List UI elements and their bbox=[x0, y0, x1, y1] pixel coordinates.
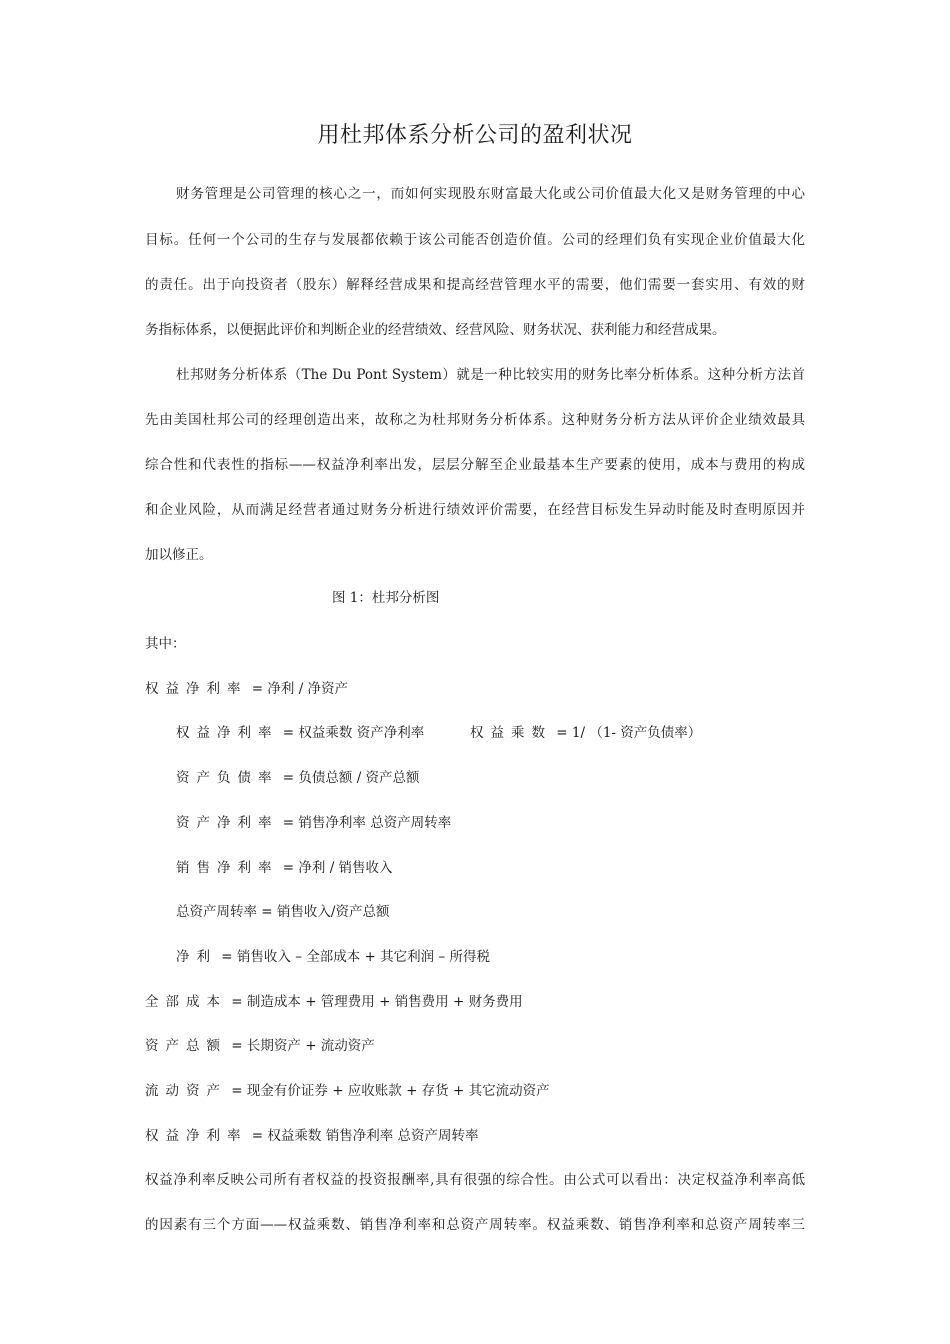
formula-total-assets bbox=[145, 1034, 375, 1054]
paragraph-1-line-3: 的责任。出于向投资者（股东）解释经营成果和提高经营管理水平的需要，他们需要一套实用、有效的财 bbox=[145, 277, 805, 293]
where-label: 其中： bbox=[145, 636, 186, 652]
formula-roa bbox=[176, 811, 451, 831]
formula-expression: = 权益乘数 销售净利率 总资产周转率 bbox=[251, 1128, 479, 1144]
formula-label: 销售净利率 bbox=[176, 860, 279, 876]
figure-caption: 图 1：杜邦分析图 bbox=[332, 590, 440, 606]
formula-label: 权益净利率 bbox=[145, 681, 248, 697]
formula-label: 全部成本 bbox=[145, 994, 227, 1010]
formula-net-margin bbox=[176, 856, 393, 876]
page-title: 用杜邦体系分析公司的盈利状况 bbox=[317, 123, 633, 148]
formula-debt-ratio bbox=[176, 766, 420, 786]
paragraph-2-line-5: 加以修正。 bbox=[145, 547, 213, 563]
paragraph-2-line-4: 和企业风险，从而满足经营者通过财务分析进行绩效评价需要，在经营目标发生异动时能及时查明原因并 bbox=[145, 502, 805, 518]
formula-total-cost bbox=[145, 990, 523, 1010]
formula-expression: = 现金有价证券 + 应收账款 + 存货 + 其它流动资产 bbox=[231, 1083, 550, 1099]
formula-expression: = 销售净利率 总资产周转率 bbox=[282, 815, 452, 831]
formula-label: 资产净利率 bbox=[176, 815, 279, 831]
paragraph-2-line-3: 综合性和代表性的指标——权益净利率出发，层层分解至企业最基本生产要素的使用，成本与费用的构成 bbox=[145, 457, 805, 473]
formula-expression: = 销售收入 – 全部成本 + 其它利润 – 所得税 bbox=[221, 949, 490, 965]
formula-expression: = 净利 / 销售收入 bbox=[282, 860, 393, 876]
formula-current-assets bbox=[145, 1079, 550, 1099]
formula-expression: = 1/ （1- 资产负债率） bbox=[556, 725, 702, 741]
formula-expression: = 权益乘数 资产净利率 bbox=[282, 725, 425, 741]
formula-expression: = 净利 / 净资产 bbox=[251, 681, 349, 697]
formula-roe-dupont bbox=[145, 1124, 478, 1144]
paragraph-3-line-1: 权益净利率反映公司所有者权益的投资报酬率,具有很强的综合性。由公式可以看出：决定权益净利率高低 bbox=[145, 1172, 805, 1188]
formula-expression: = 负债总额 / 资产总额 bbox=[282, 770, 420, 786]
formula-label: 净利 bbox=[176, 949, 217, 965]
formula-roe-equity-multiplier bbox=[176, 721, 424, 741]
formula-label: 流动资产 bbox=[145, 1083, 227, 1099]
paragraph-1-line-2: 目标。任何一个公司的生存与发展都依赖于该公司能否创造价值。公司的经理们负有实现企业价值最大化 bbox=[145, 232, 805, 248]
formula-expression: = 制造成本 + 管理费用 + 销售费用 + 财务费用 bbox=[231, 994, 523, 1010]
formula-label: 权益乘数 bbox=[470, 725, 552, 741]
formula-net-profit bbox=[176, 945, 490, 965]
formula-label: 总资产周转率 bbox=[176, 904, 257, 920]
paragraph-2-line-1: 杜邦财务分析体系（The Du Pont System）就是一种比较实用的财务比率分析体系。这种分析方法首 bbox=[176, 367, 805, 383]
paragraph-1-line-1: 财务管理是公司管理的核心之一，而如何实现股东财富最大化或公司价值最大化又是财务管理的中心 bbox=[176, 186, 805, 202]
formula-roe bbox=[145, 677, 348, 697]
formula-label: 资产总额 bbox=[145, 1038, 227, 1054]
formula-asset-turnover bbox=[176, 900, 389, 920]
formula-label: 权益净利率 bbox=[145, 1128, 248, 1144]
paragraph-2-line-2: 先由美国杜邦公司的经理创造出来，故称之为杜邦财务分析体系。这种财务分析方法从评价企业绩效最具 bbox=[145, 412, 805, 428]
paragraph-3-line-2: 的因素有三个方面——权益乘数、销售净利率和总资产周转率。权益乘数、销售净利率和总资产周转率三 bbox=[145, 1217, 805, 1233]
formula-label: 资产负债率 bbox=[176, 770, 279, 786]
formula-equity-multiplier bbox=[470, 721, 701, 741]
formula-expression: = 销售收入/资产总额 bbox=[261, 904, 390, 920]
formula-expression: = 长期资产 + 流动资产 bbox=[231, 1038, 375, 1054]
paragraph-1-line-4: 务指标体系，以便据此评价和判断企业的经营绩效、经营风险、财务状况、获利能力和经营成果。 bbox=[145, 322, 726, 338]
formula-label: 权益净利率 bbox=[176, 725, 279, 741]
